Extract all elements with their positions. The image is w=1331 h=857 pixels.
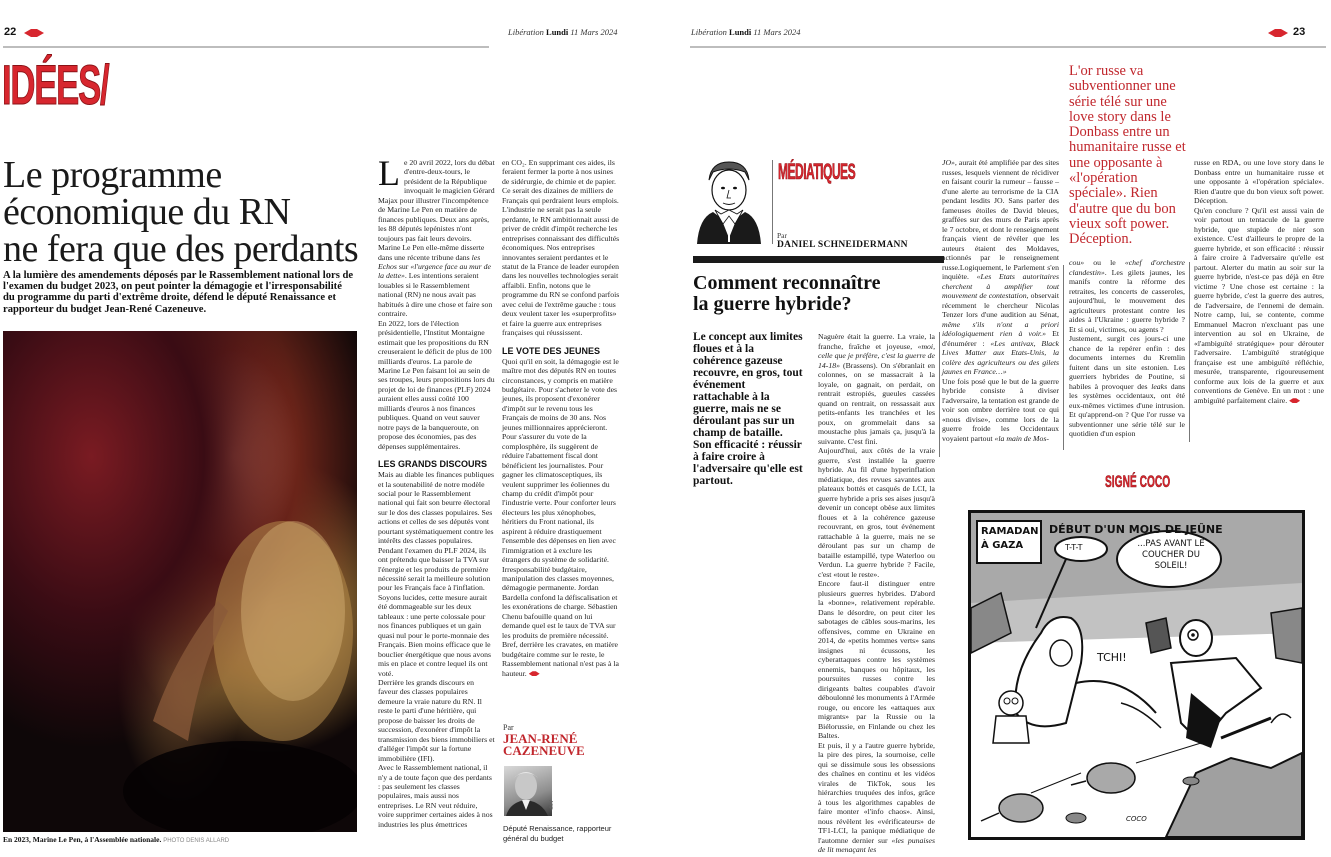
page-number-left: 22	[4, 26, 17, 38]
cartoon-sound-effect: TCHI!	[1097, 651, 1127, 664]
masthead-left	[508, 27, 617, 37]
section-rubric-mediatiques: MÉDIATIQUES	[778, 159, 856, 184]
paragraph	[942, 158, 1059, 377]
text: dans les systèmes occidentaux, ont été eux-mêmes victimes d'une intrusion. Et qu'apprend-on ? Que l'or russe va subventionner une série télé sur le quotidien d'un espion	[1069, 381, 1185, 438]
quote: «la main de Mos-	[994, 433, 1049, 443]
section-rubric-idees: IDÉES/	[2, 53, 109, 116]
quote: «Les antivax, Black Lives Matter aux Etats-Unis, la colère des agriculteurs ou des gilets jaunes en France…»	[942, 338, 1059, 376]
quote: «Les Etats autoritaires cherchent à amplifier tout mouvement de contestation,	[942, 272, 1059, 300]
paragraph: Avec le Rassemblement national, il n'y a de toute façon que des perdants : pas seulement les classes populaires, mais aussi nos entreprises. Le RN veut réduire, voire supprimer certaines aides à nos industries les plus émettrices	[378, 763, 493, 829]
quote: cou»	[1069, 258, 1085, 267]
paragraph: Derrière les grands discours en faveur des classes populaires demeure la vraie nature du RN. Il reste le parti d'une héritière, qui propose de baisser les droits de succession, d'exonérer d'impôt la transmission des biens immobiliers et d'alléger l'impôt sur la fortune immobilière (IFI).	[378, 678, 495, 763]
column-text-3	[1069, 258, 1185, 439]
header-rule-right	[690, 46, 1326, 48]
columnist-name: DANIEL SCHNEIDERMANN	[777, 240, 908, 250]
text: sur	[396, 261, 411, 271]
text: e 20 avril 2022, lors du débat d'entre-deux-tours, le président de la République invoquait le magicien Gérard Majax pour illustrer l'incompétence de Marine Le Pen en matière de finances publiques. Deux ans après, les 88 députés lepénistes n'ont toujours pas fait leurs devoirs. Marine Le Pen elle-même disserte dans une récente tribune dans	[378, 158, 495, 262]
quote: «les punaises de lit menaçant les	[818, 835, 935, 854]
paragraph: Quoi qu'il en soit, la démagogie est le maître mot des députés RN en toutes circonstances, y compris en matière budgétaire. Pour s'acheter le vote des jeunes, ils proposent d'exonérer d'impôt sur le revenu tous les Français de moins de 30 ans. Nos jeunes millionnaires apprécieront. Pour s'assurer du vote de la complosphère, ils suggèrent de réduire l'abattement fiscal dont bénéficient les journalistes. Pour gagner les climatosceptiques, ils veulent supprimer les éoliennes du champ du crédit d'impôt pour l'industrie verte. Pour conforter leurs électeurs les plus xénophobes, héritiers du Front national, ils aspirent à réduire drastiquement l'ensemble des dépenses en lien avec l'immigration et à exclure les étrangers du système de solidarité.	[502, 356, 619, 565]
text: Naguère était la guerre. La vraie, la franche, fraîche et joyeuse,	[818, 332, 935, 351]
masthead-day: Lundi	[546, 27, 569, 37]
cartoon-title: DÉBUT D'UN MOIS DE JEÛNE	[1049, 523, 1223, 536]
author-role: Député Renaissance, rapporteur général du budget	[503, 824, 612, 843]
text: Qu'en conclure ? Qu'il est aussi vain de voir partout un tentacule de la guerre hybride, que stupide de nier son existence. C'est d'ailleurs le propre de la guerre hybride, et son efficacité : réussir à faire croire à l'adversaire qu'elle est partout. Alerter du matin au soir sur la guerre hybride, n'est-ce pas déjà en être victime ? Une chose est certaine : la guerre hybride, c'est la guerre des autres, de l'adversaire, de l'ennemi de demain. Notre camp, lui, se contente, comme Emmanuel Macron n'excluant pas une intervention au sol en Ukraine, de «l'ambiguïté stratégique» pour dérouter l'adversaire. L'ambiguïté stratégique française est une ambiguïté réfléchie, mesurée, transparente, rigoureusement conforme aux lois de la guerre et aux conventions de Genève. En un mot : une ambiguïté parfaitement claire.	[1194, 205, 1324, 405]
column-chapo: Le concept aux limites floues et à la cohérence gazeuse recouvre, en gros, tout événement rattachable à la guerre, mais ne se déroulant pas sur un champ de bataille. Son efficacité : réussir à faire croire à l'adversaire qu'elle est partout.	[693, 331, 803, 487]
headline-line: Le programme	[3, 154, 222, 196]
article-column-1	[378, 153, 495, 829]
header-rule-left	[3, 46, 489, 48]
author-name	[503, 733, 585, 757]
text: (Brassens). On s'ébranlait en colonnes, on se massacrait à la loyale, on gagnait, on perdait, on rentrait estropiés, gueules cassées quand on rentrait, on ressassait aux petits-enfants les tranchées et les poux, on grommelait dans sa moustache plus jamais ça, jusqu'à la suivante. C'est fini.	[818, 360, 935, 446]
headline-line: ne fera que des perdants	[3, 228, 359, 270]
quote: même s'ils n'ont a priori idéologiquement rien à voir.»	[942, 319, 1059, 338]
paragraph: Aujourd'hui, aux côtés de la vraie guerre, s'est installée la guerre hybride. Au fil d'une hyperinflation médiatique, des revues savantes aux plateaux bottés et casqués de LCI, la guerre hybride a pris ses aises jusqu'à devenir un concept obèse aux limites floues et à la cohérence gazeuse recouvrant, en gros, tout événement rattachable à la guerre, mais ne se déroulant pas sur un champ de bataille estampillé, type Waterloo ou Verdun. La guerre hybride ? Facile, c'est «tout le reste».	[818, 446, 935, 579]
masthead-day: Lundi	[729, 27, 752, 37]
text: . Les gilets jaunes, les manifs contre la réforme des retraites, les concerts de casseroles, aujourd'hui, le mouvement des agriculteurs protestant contre les aides à l'Ukraine : guerre hybride ? Et si oui, victimes, ou agents ?	[1069, 267, 1185, 334]
paragraph	[942, 377, 1059, 444]
column-headline	[693, 273, 948, 315]
cartoon-rubric: SIGNÉ COCO	[1105, 472, 1171, 491]
text: ou le	[1084, 258, 1125, 267]
column-text-2	[942, 158, 1059, 443]
column-text-4	[1194, 158, 1324, 405]
paragraph: russe en RDA, ou une love story dans le Donbass entre un humanitaire russe et une opposante à «l'opération spéciale». Rien d'autre que du bon vieux soft power. Déception.	[1194, 158, 1324, 205]
columnist-caricature	[695, 158, 763, 244]
paragraph	[502, 565, 620, 678]
paragraph: Encore faut-il distinguer entre plusieurs guerres hybrides. D'abord la «bonne», relativement repérable. Dans le désordre, on peut citer les sabotages de câbles sous-marins, les offensives, comme en Ukraine en 2014, de «petits hommes verts» sans insignes ni écussons, les cyberattaques contre les systèmes ennemis, banques ou hôpitaux, les poursuites russes contre les dirigeants baltes coupables d'avoir déboulonné les monuments à l'Armée rouge, ou encore les «attaques aux migrants» par la Russie ou la Biélorussie, en Finlande ou chez les Baltes.	[818, 579, 935, 740]
text: Et d'énumérer :	[942, 329, 1060, 348]
masthead-paper: Libération	[691, 27, 727, 37]
author-portrait	[504, 766, 552, 816]
caricature-illustration	[695, 158, 763, 244]
paragraph	[818, 741, 935, 855]
article-photo	[3, 331, 357, 832]
author-name-line: CAZENEUVE	[503, 743, 585, 758]
paragraph	[1194, 206, 1324, 406]
caption-text: En 2023, Marine Le Pen, à l'Assemblée nationale.	[3, 835, 162, 844]
article-headline	[3, 154, 368, 270]
text: Une fois posé que le but de la guerre hybride consiste à diviser l'adversaire, la tentation est grande de voir son ombre derrière tout ce qui «nous divise», comme lors de la guerre froide les Occidentaux voyaient partout	[942, 376, 1059, 443]
paragraph: Mais au diable les finances publiques et la soutenabilité de notre modèle social pour le Rassemblement national qui fait son beurre électoral sur le dos des classes populaires. Ses actions et celles de ses députés vont pourtant systématiquement contre les intérêts des classes populaires. Pendant l'examen du PLF 2024, ils ont prétendu que baisser la TVA sur l'énergie et les produits de première nécessité serait la meilleure solution pour les Français face à l'inflation. Soyons lucides, cette mesure aurait été dommageable sur les deux tableaux : une perte colossale pour nos finances publiques et un gain quasi nul pour le porte-monnaie des Français. Bien moins efficace que le bouclier énergétique que nous avons mis en place et contre lequel ils ont voté.	[378, 470, 495, 678]
paragraph	[1069, 334, 1185, 439]
column-divider	[1189, 262, 1190, 442]
text: Irresponsabilité budgétaire, manipulation des classes moyennes, démagogie permanente. Jordan Bardella confond la défiscalisation et les exonérations de charge. Sébastien Chenu bafouille quand on lui demande quel est le taux de TVA sur les produits de première nécessité. Bref, derrière les cravates, en matière budgétaire comme sur le reste, le Rassemblement national n'est pas à la hauteur.	[502, 564, 619, 678]
diamond-ornament-icon	[24, 29, 44, 37]
text: . Les intentions seraient louables si le Rassemblement national (RN) ne nous avait pas habitués à dire une chose et faire son contraire.	[378, 271, 493, 319]
masthead-right	[691, 27, 800, 37]
end-mark-icon	[1289, 398, 1300, 403]
quote: «chef d'orchestre clandestin»	[1069, 258, 1185, 277]
cartoon-bubble-2: ...PAS AVANT LE COUCHER DU SOLEIL!	[1137, 539, 1205, 571]
headline-line: économique du RN	[3, 191, 291, 233]
masthead-paper: Libération	[508, 27, 544, 37]
column-divider	[939, 332, 940, 457]
italic-text: leaks	[1151, 381, 1168, 391]
portrait-illustration	[504, 766, 552, 816]
byline-divider	[772, 160, 773, 244]
text: Justement, surgit ces jours-ci une chance de la repérer enfin : des documents internes du Kremlin fuitent dans un site estonien. Les guerriers hybrides de Poutine, si habiles à provoquer des	[1069, 334, 1185, 391]
diamond-ornament-icon	[1268, 29, 1288, 37]
column-divider	[1063, 265, 1064, 450]
text: Et puis, il y a l'autre guerre hybride, la pire des pires, la sournoise, celle qui se dissimule sous les obsessions des chaînes en continu et les vidéos virales de TikTok, sous les hiérarchies truquées des infos, grâce à tous les algorithmes capables de faire monter «l'info chaos». Ainsi, nous révèlent les «vérificateurs» de TF1-LCI, la panique médiatique de l'automne dernier sur	[818, 740, 935, 845]
end-mark-icon	[529, 671, 540, 676]
headline-rule	[693, 256, 944, 263]
paragraph	[1069, 258, 1185, 334]
text: , aurait été amplifiée par des sites russes, lesquels viennent de récidiver en faisant courir la rumeur – fausse – d'une alerte au terrorisme de la CIA pendant lesdits JO. Sans parler des fameuses étoiles de David bleues, graffées sur des murs de Paris après le 7 octobre, et dont le renseignement français vient de révéler que les auteurs étaient des Moldaves, actionnés par le renseignement russe.Logiquement, le Parlement s'en inquiète.	[942, 158, 1059, 281]
headline-line: Comment reconnaître	[693, 272, 881, 294]
cartoon-box-caption: RAMADAN À GAZA	[981, 526, 1039, 551]
paragraph: en CO₂. En supprimant ces aides, ils feraient fermer la porte à nos usines de sidérurgie, de chimie et de papier. Ce serait des dizaines de milliers de Français qui perdraient leurs emplois. L'industrie ne serait pas la seule perdante, le RN ambitionnait aussi de priver de crédit d'impôt recherche les entreprises connaissant des difficultés économiques. Nos entreprises innovantes seraient perdantes et le statut de la France de leader européen dans les nouvelles technologies serait affaibli. Enfin, notons que le programme du RN se confond parfois avec celui de l'extrême gauche : tous deux veulent taxer les «superprofits» et faire la guerre aux entreprises françaises qui réussissent.	[502, 158, 620, 338]
photo-credit: PHOTO DENIS ALLARD	[163, 838, 230, 844]
columnist-by: Par	[777, 231, 787, 240]
subheading: LES GRANDS DISCOURS	[378, 459, 488, 470]
column-text-1	[818, 332, 935, 855]
drop-cap: L	[378, 153, 400, 193]
quote: «moi, celle que je préfère, c'est la guerre de 14-18»	[818, 341, 935, 370]
headline-line: la guerre hybride?	[693, 293, 852, 315]
italic-text: les Echos	[378, 252, 481, 271]
photo-illustration	[3, 331, 357, 832]
paragraph: En 2022, lors de l'élection présidentielle, l'Institut Montaigne estimait que les propositions du RN creuseraient le déficit de plus de 100 milliards d'euros. La parole de Marine Le Pen faisant loi au sein de ses troupes, leurs propositions lors du projet de loi de finances (PLF) 2024 auraient elles aussi coûté 100 milliards d'euros à nos finances publiques. Quand on veut sauver notre pays de la banqueroute, on propose des économies, pas des dépenses supplémentaires.	[378, 318, 495, 451]
quote: JO»	[942, 158, 955, 167]
photo-caption	[3, 835, 363, 844]
paragraph	[378, 153, 495, 319]
paragraph	[818, 332, 935, 446]
portrait-credit: AFP	[547, 800, 553, 810]
article-column-2	[502, 158, 620, 678]
pull-quote: L'or russe va subventionner une série télé sur une love story dans le Donbass entre un humanitaire russe et une opposante à «l'opération spéciale». Rien d'autre que du bon vieux soft power. Déception.	[1069, 63, 1186, 248]
article-standfirst: A la lumière des amendements déposés par le Rassemblement national lors de l'examen du budget 2023, on peut pointer la démagogie et l'irresponsabilité du programme du parti d'extrême droite, défend le député Renaissance et rapporteur du budget Jean-René Cazeneuve.	[3, 270, 354, 315]
masthead-date: 11 Mars 2024	[570, 27, 618, 37]
masthead-date: 11 Mars 2024	[753, 27, 801, 37]
editorial-cartoon	[968, 510, 1305, 840]
page-number-right: 23	[1293, 26, 1306, 38]
cartoon-signature: COCO	[1126, 815, 1147, 823]
quote: «l'urgence face au mur de la dette»	[378, 261, 491, 281]
text: observait récemment le chercheur Nicolas Tenzer lors d'une audition au Sénat,	[942, 291, 1059, 319]
author-name-line: JEAN-RENÉ	[503, 731, 578, 746]
subheading: LE VOTE DES JEUNES	[502, 345, 601, 356]
cartoon-bubble-1: T-T-T	[1065, 543, 1083, 552]
author-by: Par	[503, 723, 514, 732]
